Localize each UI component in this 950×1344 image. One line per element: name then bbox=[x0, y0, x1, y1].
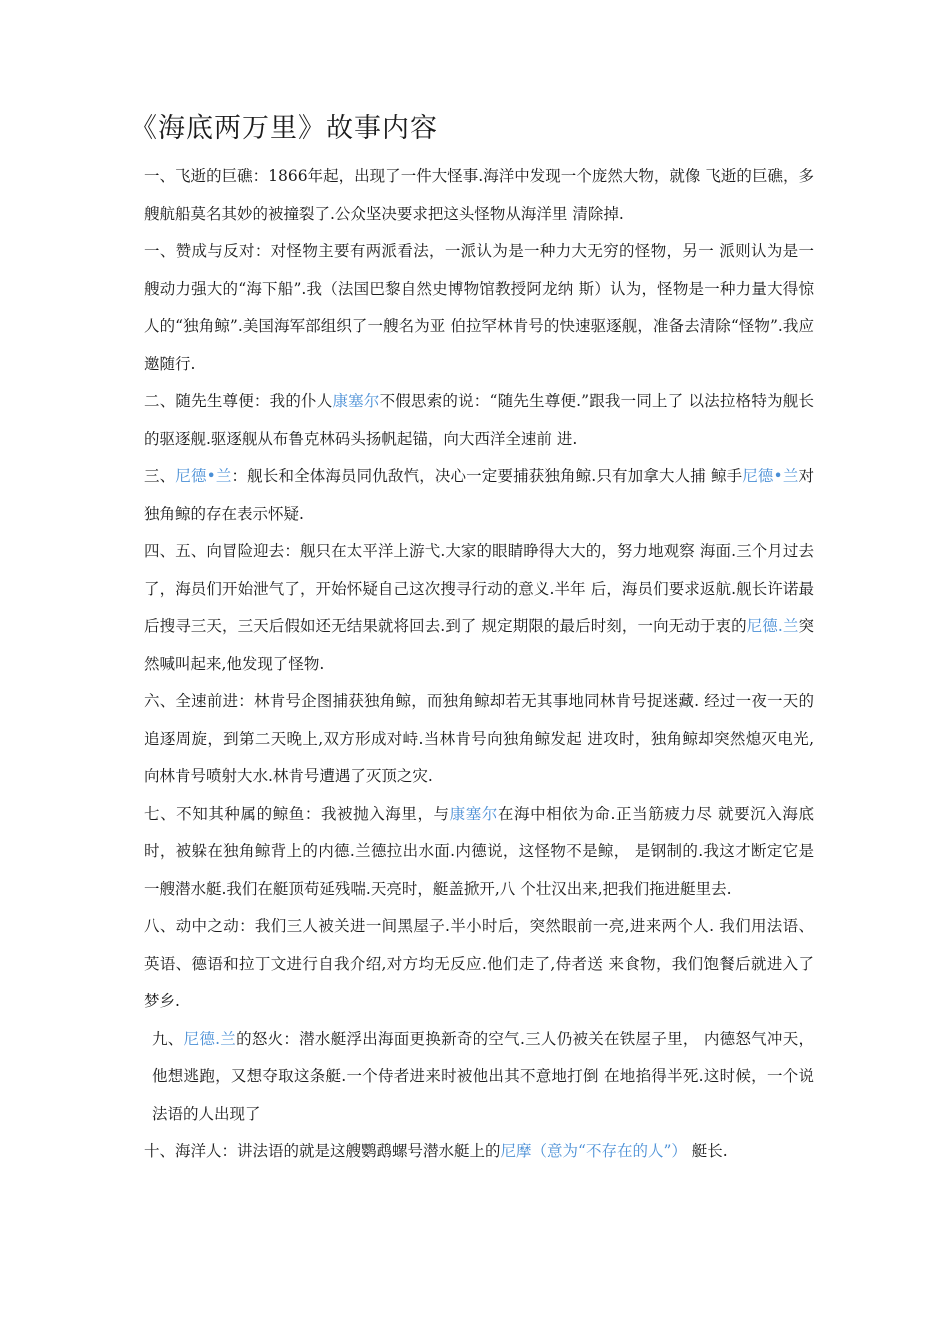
paragraph-text: 一、飞逝的巨礁：1866年起，出现了一件大怪事.海洋中发现一个庞然大物，就像 飞逝的巨礁，多艘航船莫名其妙的被撞裂了.公众坚决要求把这头怪物从海洋里 清除掉. bbox=[144, 167, 814, 223]
paragraph-text: 一、赞成与反对：对怪物主要有两派看法，一派认为是一种力大无穷的怪物，另一 派则认为是一艘动力强大的“海下船”.我（法国巴黎自然史博物馆教授阿龙纳 斯）认为，怪物是一种力量大得惊人的“独角鲸”.美国海军部组织了一艘名为亚 伯拉罕林肯号的快速驱逐舰，准备去清除“怪物”.我应邀随行. bbox=[144, 242, 814, 373]
paragraph bbox=[144, 908, 814, 1021]
paragraph-text: 八、动中之动：我们三人被关进一间黑屋子.半小时后，突然眼前一亮,进来两个人. 我们用法语、英语、德语和拉丁文进行自我介绍,对方均无反应.他们走了,侍者送 来食物，我们饱餐后就进入了梦乡. bbox=[144, 917, 814, 1010]
paragraph bbox=[144, 1021, 814, 1134]
paragraph-text: 七、不知其种属的鲸鱼：我被抛入海里，与 bbox=[144, 804, 450, 823]
character-name-highlight: 尼摩（意为“不存在的人”） bbox=[500, 1142, 687, 1160]
paragraph-text: 四、五、向冒险迎去：舰只在太平洋上游弋.大家的眼睛睁得大大的，努力地观察 海面.三个月过去了，海员们开始泄气了，开始怀疑自己这次搜寻行动的意义.半年 后，海员们要求返航.舰长许诺最后搜寻三天，三天后假如还无结果就将回去.到了 规定期限的最后时刻，一向无动于衷的 bbox=[144, 542, 814, 635]
paragraph-text: 在海中相依为命.正当筋疲力尽 就要沉入海底时，被躲在独角鲸背上的内德.兰德拉出水面.内德说，这怪物不是鲸， 是钢制的.我这才断定它是一艘潜水艇.我们在艇顶苟延残喘.天亮时，艇盖掀开,八 个壮汉出来,把我们拖进艇里去. bbox=[144, 804, 814, 898]
paragraph-text: 突然喊叫起来,他发现了怪物. bbox=[144, 617, 814, 673]
character-name-highlight: 尼德.兰 bbox=[746, 617, 799, 635]
character-name-highlight: 尼德•兰 bbox=[175, 467, 232, 485]
paragraph-text: 艇长. bbox=[686, 1142, 728, 1160]
paragraph-text: 九、 bbox=[152, 1029, 184, 1048]
paragraph-text: 十、海洋人：讲法语的就是这艘鹦鹉螺号潜水艇上的 bbox=[144, 1142, 501, 1160]
paragraph bbox=[144, 1133, 814, 1171]
paragraph bbox=[144, 796, 814, 909]
paragraph bbox=[144, 533, 814, 683]
paragraph-text: 三、 bbox=[144, 467, 176, 485]
paragraph-text: 六、全速前进：林肯号企图捕获独角鲸，而独角鲸却若无其事地同林肯号捉迷藏. 经过一夜一天的追逐周旋，到第二天晚上,双方形成对峙.当林肯号向独角鲸发起 进攻时，独角鲸却突然熄灭电光,向林肯号喷射大水.林肯号遭遇了灭顶之灾. bbox=[144, 692, 814, 785]
paragraph bbox=[144, 383, 814, 458]
paragraph bbox=[144, 158, 814, 233]
paragraph bbox=[144, 233, 814, 383]
document-body bbox=[144, 158, 814, 1171]
document-title: 《海底两万里》故事内容 bbox=[130, 113, 438, 144]
character-name-highlight: 康塞尔 bbox=[449, 804, 498, 823]
paragraph-text: 的怒火：潜水艇浮出海面更换新奇的空气.三人仍被关在铁屋子里， 内德怒气冲天，他想逃跑，又想夺取这条艇.一个侍者进来时被他出其不意地打倒 在地掐得半死.这时候，一个说法语的人出现了 bbox=[152, 1029, 814, 1123]
paragraph-text: ：舰长和全体海员同仇敌忾，决心一定要捕获独角鲸.只有加拿大人捕 鲸手 bbox=[231, 467, 743, 485]
paragraph-text: 不假思索的说：“随先生尊便.”跟我一同上了 以法拉格特为舰长的驱逐舰.驱逐舰从布鲁克林码头扬帆起锚，向大西洋全速前 进. bbox=[144, 392, 814, 448]
paragraph bbox=[144, 458, 814, 533]
character-name-highlight: 尼德.兰 bbox=[183, 1029, 237, 1048]
paragraph-text: 二、随先生尊便：我的仆人 bbox=[144, 392, 333, 410]
character-name-highlight: 康塞尔 bbox=[332, 392, 380, 410]
paragraph-text: 对独角鲸的存在表示怀疑. bbox=[144, 467, 814, 523]
paragraph bbox=[144, 683, 814, 796]
character-name-highlight: 尼德•兰 bbox=[742, 467, 799, 485]
